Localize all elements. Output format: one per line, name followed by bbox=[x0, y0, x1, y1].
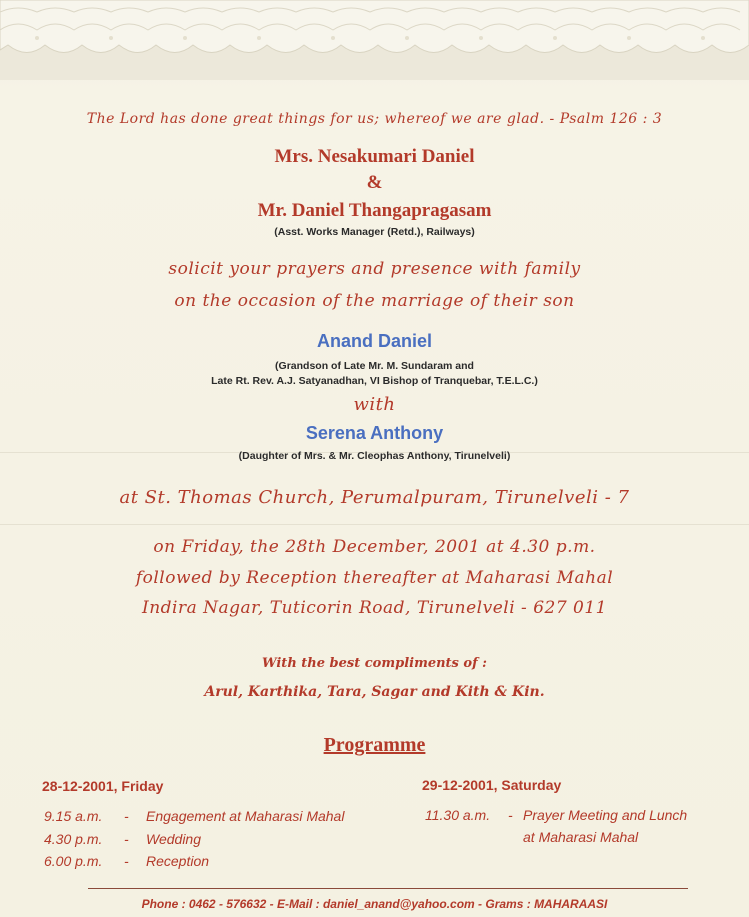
psalm-verse: The Lord has done great things for us; whereof we are glad. - Psalm 126 : 3 bbox=[86, 111, 663, 127]
day2-item-event-cont: at Maharasi Mahal bbox=[523, 829, 639, 845]
groom-detail-1: (Grandson of Late Mr. M. Sundaram and bbox=[275, 360, 474, 372]
day1-item-time: 9.15 a.m. bbox=[44, 808, 103, 824]
father-title: (Asst. Works Manager (Retd.), Railways) bbox=[274, 226, 475, 238]
contact-footer: Phone : 0462 - 576632 - E-Mail : daniel_anand@yahoo.com - Grams : MAHARAASI bbox=[141, 897, 608, 911]
invitation-line-2: on the occasion of the marriage of their son bbox=[174, 291, 575, 311]
day1-item-event: Engagement at Maharasi Mahal bbox=[146, 808, 345, 824]
day1-item-sep: - bbox=[124, 831, 129, 847]
day2-item-sep: - bbox=[508, 807, 513, 823]
day1-item-time: 6.00 p.m. bbox=[44, 853, 103, 869]
event-line-2: followed by Reception thereafter at Maharasi Mahal bbox=[135, 568, 614, 588]
fold-crease bbox=[0, 524, 749, 525]
compliments-heading: With the best compliments of : bbox=[262, 656, 487, 671]
day2-item-event: Prayer Meeting and Lunch bbox=[523, 807, 688, 823]
compliments-names: Arul, Karthika, Tara, Sagar and Kith & Kin. bbox=[204, 684, 545, 700]
event-line-3: Indira Nagar, Tuticorin Road, Tirunelveli - 627 011 bbox=[141, 598, 608, 618]
programme-title: Programme bbox=[323, 734, 426, 756]
day1-item-sep: - bbox=[124, 853, 129, 869]
footer-divider bbox=[88, 888, 688, 889]
day1-date: 28-12-2001, Friday bbox=[42, 778, 164, 794]
groom-name: Anand Daniel bbox=[316, 331, 432, 351]
ampersand: & bbox=[366, 172, 383, 193]
day1-item-event: Wedding bbox=[146, 831, 202, 847]
invitation-line-1: solicit your prayers and presence with family bbox=[168, 259, 581, 279]
mother-name: Mrs. Nesakumari Daniel bbox=[274, 146, 475, 167]
bride-name: Serena Anthony bbox=[305, 423, 444, 443]
day1-item-time: 4.30 p.m. bbox=[44, 831, 103, 847]
day1-item-event: Reception bbox=[146, 853, 210, 869]
day2-date: 29-12-2001, Saturday bbox=[422, 777, 562, 793]
father-name: Mr. Daniel Thangapragasam bbox=[257, 200, 492, 221]
day2-item-time: 11.30 a.m. bbox=[425, 807, 491, 823]
groom-detail-2: Late Rt. Rev. A.J. Satyanadhan, VI Bishop of Tranquebar, T.E.L.C.) bbox=[211, 375, 538, 387]
day1-item-sep: - bbox=[124, 808, 129, 824]
venue: at St. Thomas Church, Perumalpuram, Tirunelveli - 7 bbox=[119, 487, 630, 508]
lace-border-decoration bbox=[0, 0, 749, 80]
bride-detail: (Daughter of Mrs. & Mr. Cleophas Anthony, Tirunelveli) bbox=[238, 450, 511, 462]
event-line-1: on Friday, the 28th December, 2001 at 4.30 p.m. bbox=[153, 537, 596, 557]
with-text: with bbox=[353, 394, 396, 415]
